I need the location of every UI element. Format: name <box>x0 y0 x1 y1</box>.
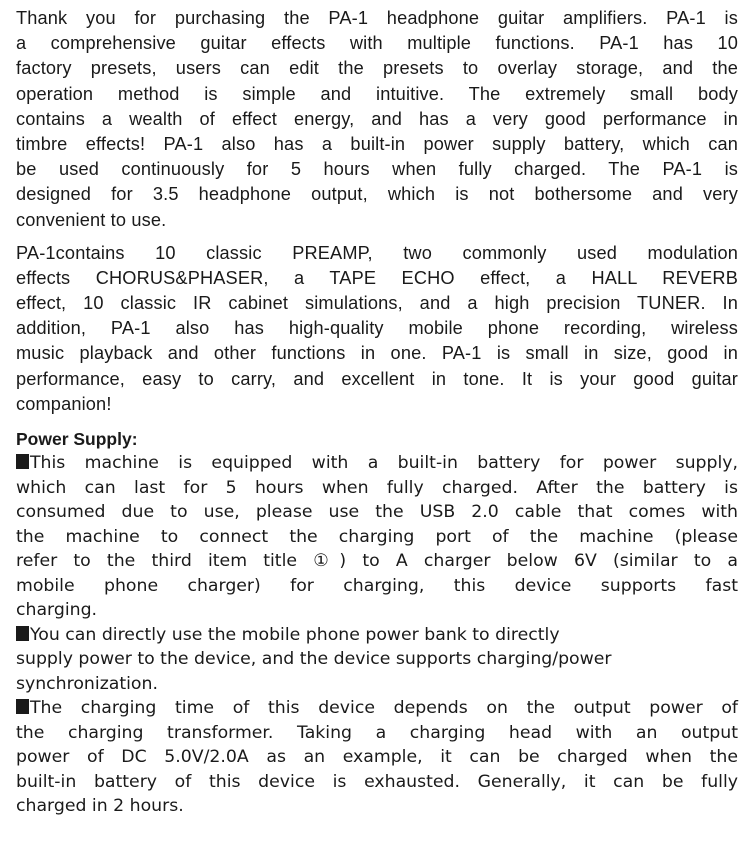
text-line: timbre effects! PA-1 also has a built-in power supply battery, which can <box>16 133 738 154</box>
text-line: refer to the third item title ①) to A charger below 6V (similar to a <box>16 551 738 571</box>
text-line: effects CHORUS&PHASER, a TAPE ECHO effect, a HALL REVERB <box>16 267 738 288</box>
black-square-bullet-icon <box>16 626 29 641</box>
bullet-text: This machine is equipped with a built-in battery for power supply, <box>30 453 738 473</box>
text-line: charging. <box>16 600 98 620</box>
text-line: power of DC 5.0V/2.0A as an example, it can be charged when the <box>16 747 738 767</box>
text-line: PA-1contains 10 classic PREAMP, two commonly used modulation <box>16 242 738 263</box>
text-line: effect, 10 classic IR cabinet simulations, and a high precision TUNER. In <box>16 293 738 314</box>
text-line: consumed due to use, please use the USB 2.0 cable that comes with <box>16 502 738 522</box>
intro-paragraph-2 <box>16 241 738 417</box>
text-line: mobile phone charger) for charging, this device supports fast <box>16 575 738 596</box>
power-supply-item-3 <box>16 696 738 819</box>
intro-paragraph-1 <box>16 6 738 233</box>
text-line: music playback and other functions in one. PA-1 is small in size, good in <box>16 343 738 364</box>
text-line: supply power to the device, and the device supports charging/power <box>16 649 612 669</box>
text-line: addition, PA-1 also has high-quality mobile phone recording, wireless <box>16 318 738 339</box>
text-line: charged in 2 hours. <box>16 796 184 816</box>
black-square-bullet-icon <box>16 454 29 469</box>
text-line: the machine to connect the charging port of the machine (please <box>16 526 738 547</box>
text-line <box>16 623 738 648</box>
text-line: the charging transformer. Taking a charging head with an output <box>16 722 738 743</box>
intro-section <box>16 6 738 417</box>
text-line: convenient to use. <box>16 209 167 230</box>
text-line: performance, easy to carry, and excellent in tone. It is your good guitar <box>16 368 738 389</box>
power-supply-item-1 <box>16 451 738 623</box>
text-line: companion! <box>16 393 112 414</box>
text-line: Thank you for purchasing the PA-1 headphone guitar amplifiers. PA-1 is <box>16 8 738 28</box>
bullet-text: The charging time of this device depends on the output power of <box>30 698 738 718</box>
power-supply-item-2 <box>16 623 738 697</box>
text-line: which can last for 5 hours when fully charged. After the battery is <box>16 477 738 498</box>
bullet-text: You can directly use the mobile phone power bank to directly <box>30 624 560 645</box>
manual-page <box>16 6 738 819</box>
text-line: synchronization. <box>16 673 158 694</box>
text-line: built-in battery of this device is exhausted. Generally, it can be fully <box>16 771 738 792</box>
text-line: be used continuously for 5 hours when fully charged. The PA-1 is <box>16 159 738 180</box>
text-line: factory presets, users can edit the presets to overlay storage, and the <box>16 58 738 79</box>
text-line <box>16 696 738 721</box>
power-supply-section <box>16 427 738 819</box>
text-line: a comprehensive guitar effects with multiple functions. PA-1 has 10 <box>16 33 738 54</box>
section-heading: Power Supply: <box>16 429 138 449</box>
text-line: contains a wealth of effect energy, and has a very good performance in <box>16 108 738 129</box>
text-line: operation method is simple and intuitive. The extremely small body <box>16 83 738 104</box>
text-line: designed for 3.5 headphone output, which is not bothersome and very <box>16 184 738 205</box>
black-square-bullet-icon <box>16 699 29 714</box>
text-line <box>16 451 738 476</box>
